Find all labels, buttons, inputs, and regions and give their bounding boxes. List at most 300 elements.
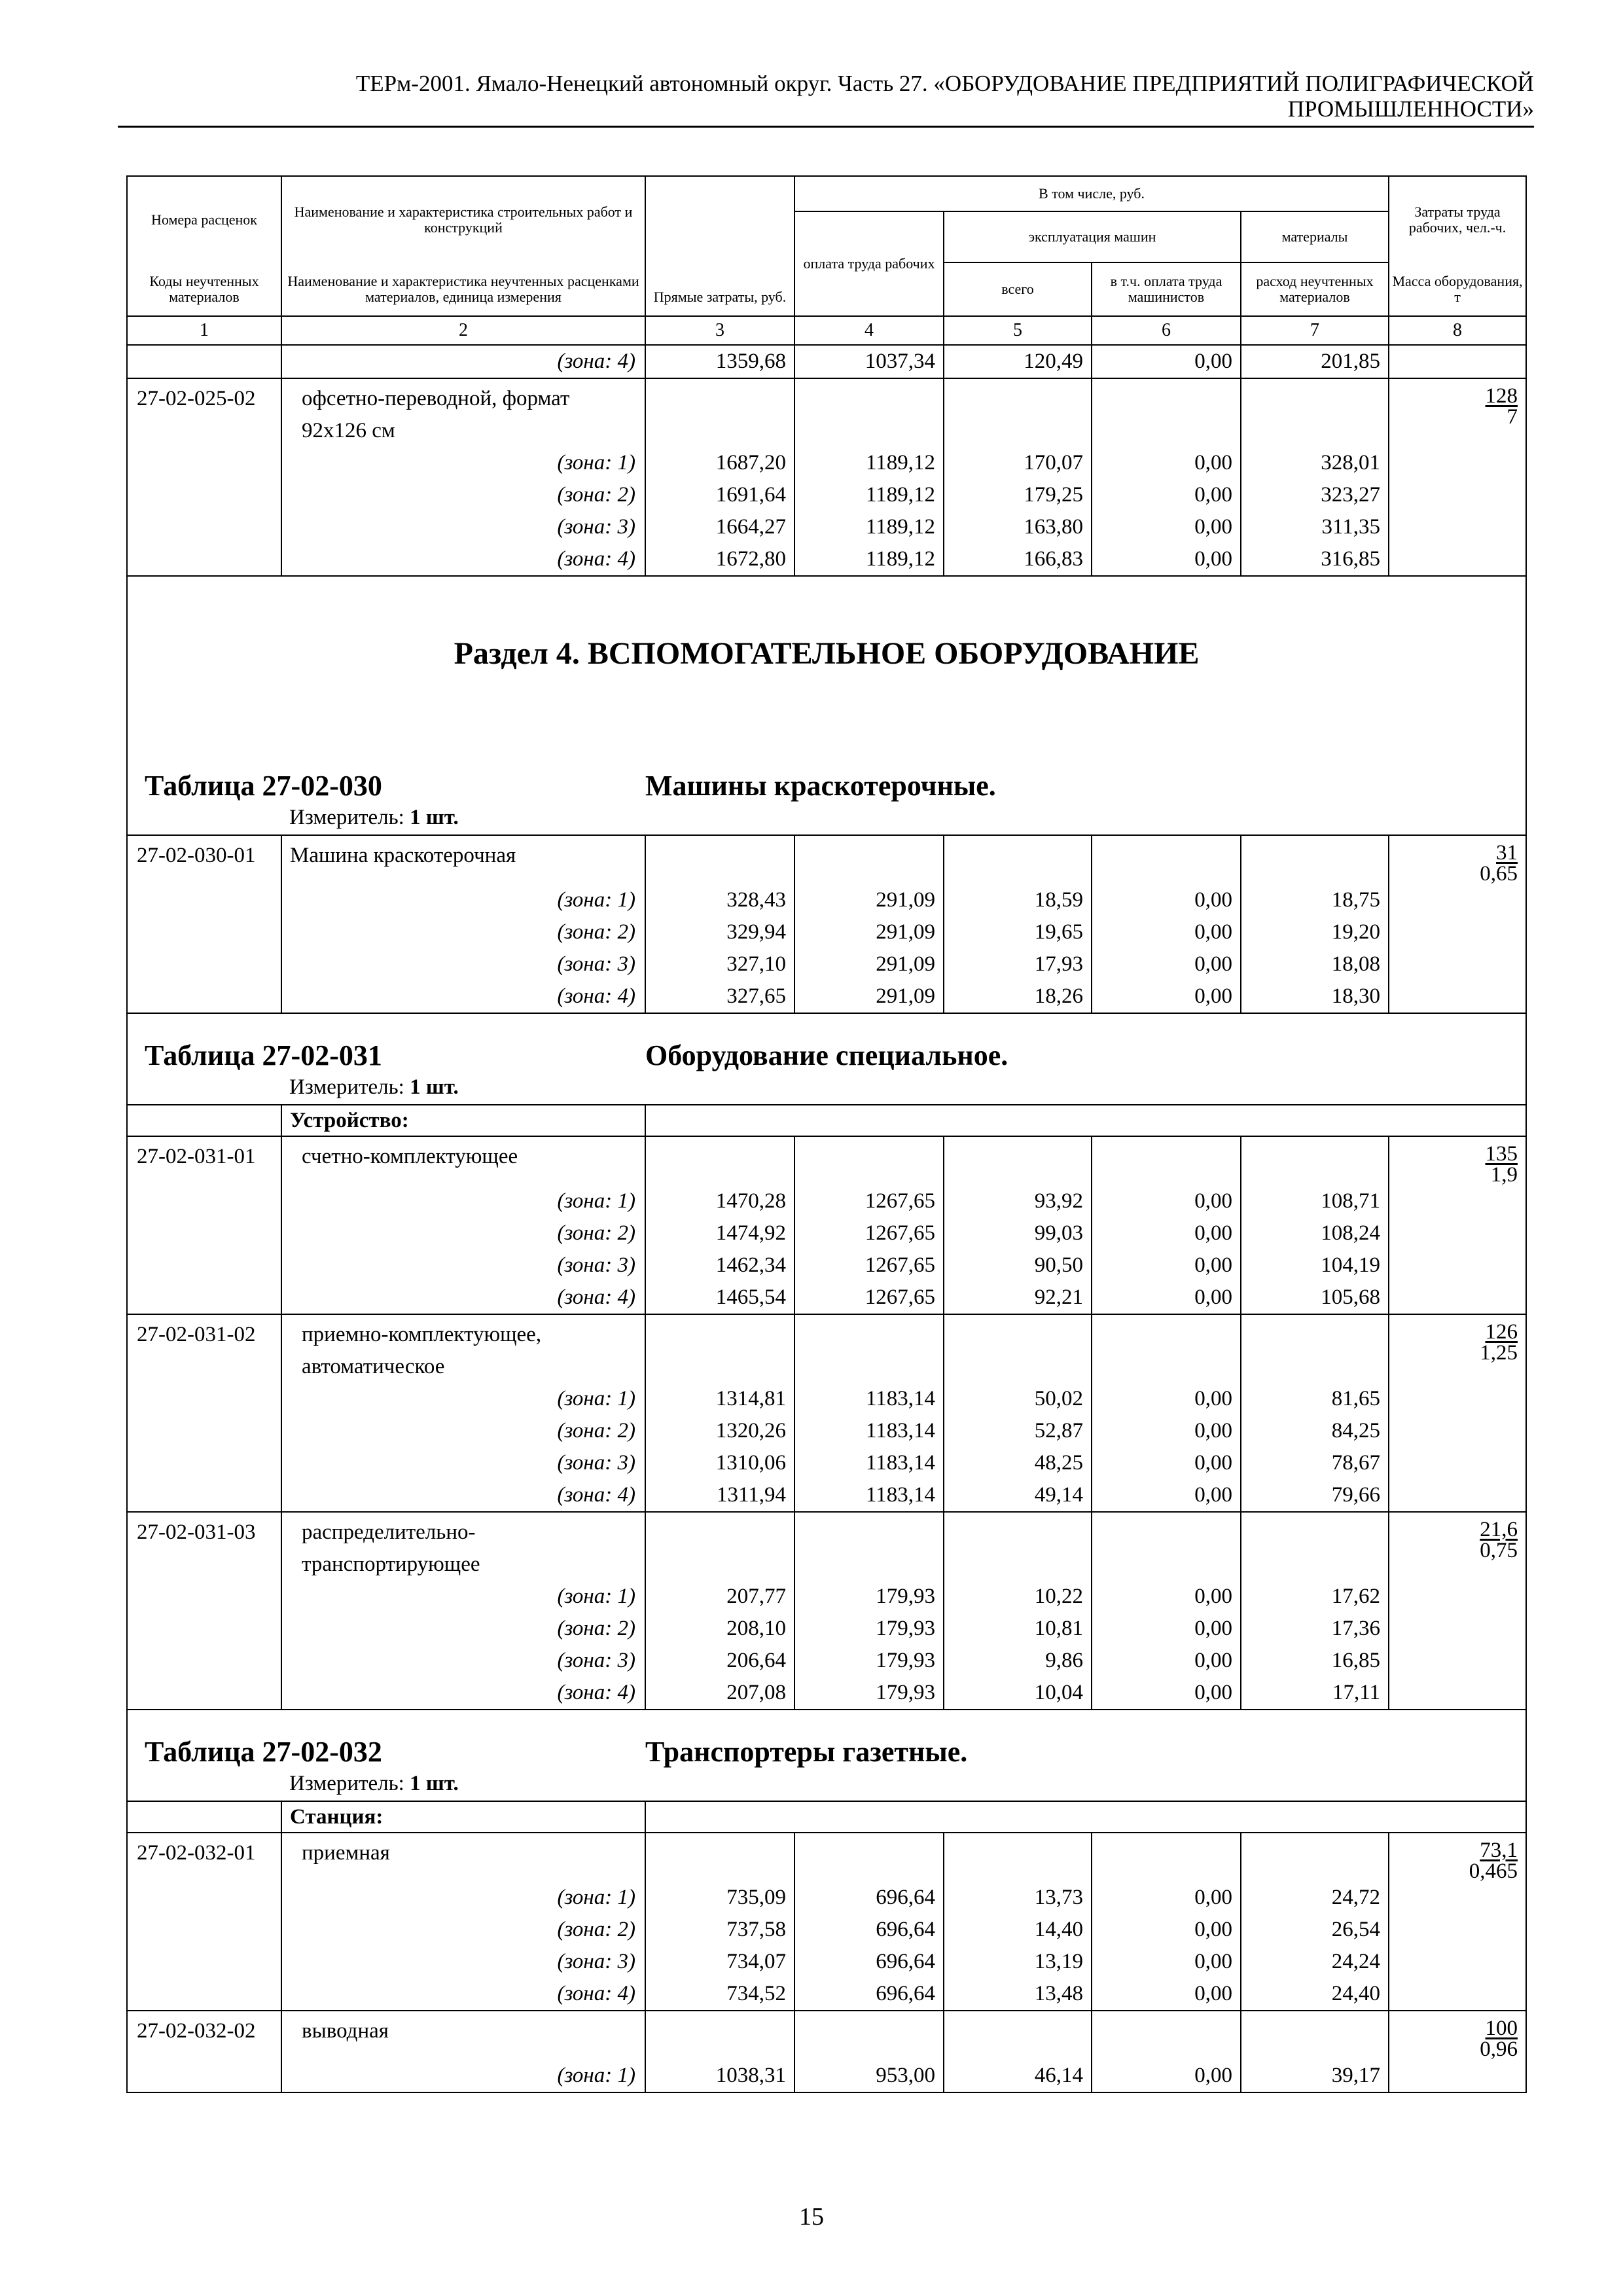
materials-header: материалы — [1241, 211, 1389, 262]
group-label: Устройство: — [281, 1105, 645, 1136]
value-cell: 18,75 — [1241, 884, 1389, 916]
value-cell: 1267,65 — [794, 1249, 944, 1282]
price-table — [126, 175, 1527, 2093]
value-cell: 9,86 — [944, 1645, 1092, 1677]
labor-hours: 73,1 — [1480, 1839, 1518, 1862]
header-rule — [118, 126, 1534, 128]
zone-label: (зона: 2) — [281, 1613, 645, 1645]
value-cell-empty — [794, 1136, 944, 1185]
value-cell: 18,26 — [944, 980, 1092, 1013]
mass-cell-empty — [1389, 447, 1526, 479]
section-row — [127, 576, 1526, 744]
value-cell: 17,11 — [1241, 1677, 1389, 1710]
code-cell-empty — [127, 1282, 281, 1314]
mass-cell-empty — [1389, 916, 1526, 948]
code-cell-empty — [127, 884, 281, 916]
mass-cell-empty — [1389, 1581, 1526, 1613]
zone-label: (зона: 2) — [281, 916, 645, 948]
value-cell: 179,93 — [794, 1613, 944, 1645]
value-cell: 13,19 — [944, 1946, 1092, 1978]
value-cell: 0,00 — [1092, 1249, 1241, 1282]
value-cell-empty — [645, 378, 794, 447]
labor-hours: 126 — [1485, 1320, 1518, 1344]
table-title: Транспортеры газетные. — [645, 1710, 1526, 1770]
mass-cell-empty — [1389, 948, 1526, 980]
value-cell: 50,02 — [944, 1383, 1092, 1415]
value-cell: 17,62 — [1241, 1581, 1389, 1613]
value-cell: 291,09 — [794, 948, 944, 980]
measure-spacer — [127, 1074, 281, 1105]
zone-row — [127, 479, 1526, 511]
value-cell: 1687,20 — [645, 447, 794, 479]
mass-cell-empty — [1389, 1249, 1526, 1282]
measure-value: 1 шт. — [410, 1772, 459, 1795]
group-label: Станция: — [281, 1801, 645, 1833]
item-name: офсетно-переводной, формат 92х126 см — [281, 378, 645, 447]
zone-label: (зона: 1) — [281, 1581, 645, 1613]
value-cell-empty — [1092, 835, 1241, 884]
value-cell-empty — [1241, 378, 1389, 447]
measure-cell — [281, 1770, 1526, 1801]
value-cell: 291,09 — [794, 980, 944, 1013]
value-cell: 13,73 — [944, 1882, 1092, 1914]
zone-label: (зона: 1) — [281, 1882, 645, 1914]
group-code-empty — [127, 1105, 281, 1136]
value-cell: 179,93 — [794, 1677, 944, 1710]
table-label: Таблица 27-02-031 — [145, 1039, 382, 1071]
running-header-line-1: ТЕРм-2001. Ямало-Ненецкий автономный округ. Часть 27. «ОБОРУДОВАНИЕ ПРЕДПРИЯТИЙ ПОЛИГРАФИЧЕСКОЙ — [355, 71, 1534, 96]
value-cell: 0,00 — [1092, 1383, 1241, 1415]
group-rest-empty — [645, 1801, 1526, 1833]
mass-cell-empty — [1389, 1185, 1526, 1217]
value-cell-empty — [794, 2011, 944, 2060]
value-cell: 323,27 — [1241, 479, 1389, 511]
running-header-line-2: ПРОМЫШЛЕННОСТИ» — [1287, 96, 1534, 122]
zone-row — [127, 543, 1526, 576]
zone-row — [127, 948, 1526, 980]
value-cell: 0,00 — [1092, 1447, 1241, 1479]
value-cell: 1267,65 — [794, 1217, 944, 1249]
value-cell: 0,00 — [1092, 1613, 1241, 1645]
col-6-header: в т.ч. оплата труда машинистов — [1092, 262, 1241, 316]
zone-label: (зона: 1) — [281, 884, 645, 916]
value-cell: 1183,14 — [794, 1415, 944, 1447]
value-cell-empty — [944, 1314, 1092, 1383]
zone-row — [127, 916, 1526, 948]
measure-row — [127, 804, 1526, 835]
value-cell: 17,93 — [944, 948, 1092, 980]
code-cell-empty — [127, 1581, 281, 1613]
value-cell: 24,24 — [1241, 1946, 1389, 1978]
value-cell: 0,00 — [1092, 511, 1241, 543]
value-cell: 48,25 — [944, 1447, 1092, 1479]
value-cell-empty — [645, 835, 794, 884]
table-label-cell — [127, 1710, 645, 1770]
mass-cell-empty — [1389, 1978, 1526, 2011]
value-cell: 0,00 — [1092, 479, 1241, 511]
value-cell: 19,65 — [944, 916, 1092, 948]
mass-cell-empty — [1389, 543, 1526, 576]
mass-cell-empty — [1389, 1282, 1526, 1314]
value-cell: 0,00 — [1092, 948, 1241, 980]
zone-label: (зона: 1) — [281, 2060, 645, 2092]
value-cell-empty — [1241, 835, 1389, 884]
zone-row — [127, 511, 1526, 543]
value-cell: 1189,12 — [794, 447, 944, 479]
zone-row — [127, 1645, 1526, 1677]
value-cell: 17,36 — [1241, 1613, 1389, 1645]
value-cell: 208,10 — [645, 1613, 794, 1645]
zone-row — [127, 447, 1526, 479]
labor-mass-fraction — [1389, 1833, 1526, 1882]
value-cell: 79,66 — [1241, 1479, 1389, 1512]
value-cell: 13,48 — [944, 1978, 1092, 2011]
labor-mass-fraction — [1389, 1512, 1526, 1581]
value-cell-empty — [1092, 2011, 1241, 2060]
value-cell-empty — [944, 1136, 1092, 1185]
item-row — [127, 2011, 1526, 2060]
zone-row — [127, 1479, 1526, 1512]
col-8-top-header: Затраты труда рабочих, чел.-ч. — [1389, 176, 1526, 262]
labor-mass-fraction — [1389, 1136, 1526, 1185]
value-cell-empty — [1241, 1512, 1389, 1581]
value-cell: 0,00 — [1092, 1415, 1241, 1447]
value-cell-empty — [794, 835, 944, 884]
value-cell: 179,25 — [944, 479, 1092, 511]
value-cell: 311,35 — [1241, 511, 1389, 543]
code-cell-empty — [127, 980, 281, 1013]
value-cell: 18,30 — [1241, 980, 1389, 1013]
value-cell-empty — [645, 2011, 794, 2060]
group-header: В том числе, руб. — [794, 176, 1389, 211]
value-cell: 1267,65 — [794, 1185, 944, 1217]
code-cell-empty — [127, 1946, 281, 1978]
value-cell: 93,92 — [944, 1185, 1092, 1217]
labor-mass-fraction — [1389, 378, 1526, 447]
measure-spacer — [127, 1770, 281, 1801]
col-2-top-header: Наименование и характеристика строительных работ и конструкций — [281, 176, 645, 262]
table-title-row — [127, 1710, 1526, 1770]
rate-code: 27-02-032-02 — [127, 2011, 281, 2060]
column-numbers-row — [127, 316, 1526, 345]
col-1-bottom-header: Коды неучтенных материалов — [127, 262, 281, 316]
value-cell: 327,65 — [645, 980, 794, 1013]
zone-row — [127, 1447, 1526, 1479]
code-cell-empty — [127, 1415, 281, 1447]
zone-label: (зона: 4) — [281, 980, 645, 1013]
mass-cell-empty — [1389, 511, 1526, 543]
value-cell-empty — [1092, 1314, 1241, 1383]
zone-row — [127, 1882, 1526, 1914]
rate-code: 27-02-031-01 — [127, 1136, 281, 1185]
col-8-bottom-header: Масса оборудования, т — [1389, 262, 1526, 316]
value-cell-empty — [1092, 378, 1241, 447]
value-cell: 10,22 — [944, 1581, 1092, 1613]
zone-row — [127, 1978, 1526, 2011]
item-row — [127, 1833, 1526, 1882]
value-cell: 46,14 — [944, 2060, 1092, 2092]
column-number: 7 — [1241, 316, 1389, 345]
labor-hours: 135 — [1485, 1142, 1518, 1166]
value-cell: 1474,92 — [645, 1217, 794, 1249]
zone-label: (зона: 3) — [281, 1645, 645, 1677]
zone-label: (зона: 3) — [281, 1447, 645, 1479]
column-number: 5 — [944, 316, 1092, 345]
value-cell: 0,00 — [1092, 1882, 1241, 1914]
value-cell: 163,80 — [944, 511, 1092, 543]
group-row — [127, 1801, 1526, 1833]
code-cell-empty — [127, 1479, 281, 1512]
mass-cell-empty — [1389, 1645, 1526, 1677]
mass-cell-empty — [1389, 1447, 1526, 1479]
measure-row — [127, 1074, 1526, 1105]
value-cell: 316,85 — [1241, 543, 1389, 576]
value-cell: 10,81 — [944, 1613, 1092, 1645]
code-cell-empty — [127, 948, 281, 980]
value-cell: 734,52 — [645, 1978, 794, 2011]
value-cell: 14,40 — [944, 1914, 1092, 1946]
labor-mass-fraction — [1389, 2011, 1526, 2060]
measure-label: Измеритель: — [289, 1772, 404, 1795]
value-cell: 108,71 — [1241, 1185, 1389, 1217]
table-label-cell — [127, 744, 645, 804]
value-cell: 329,94 — [645, 916, 794, 948]
value-cell: 10,04 — [944, 1677, 1092, 1710]
code-cell-empty — [127, 916, 281, 948]
item-name: выводная — [281, 2011, 645, 2060]
value-cell: 1189,12 — [794, 479, 944, 511]
machines-header: эксплуатация машин — [944, 211, 1241, 262]
zone-label: (зона: 4) — [281, 345, 645, 378]
value-cell: 735,09 — [645, 1882, 794, 1914]
value-cell: 0,00 — [1092, 1185, 1241, 1217]
value-cell: 0,00 — [1092, 1978, 1241, 2011]
col-5-header: всего — [944, 262, 1092, 316]
value-cell: 207,77 — [645, 1581, 794, 1613]
value-cell: 328,43 — [645, 884, 794, 916]
value-cell: 0,00 — [1092, 447, 1241, 479]
value-cell: 49,14 — [944, 1479, 1092, 1512]
item-row — [127, 1314, 1526, 1383]
value-cell: 104,19 — [1241, 1249, 1389, 1282]
code-cell-empty — [127, 1645, 281, 1677]
column-number: 8 — [1389, 316, 1526, 345]
code-cell-empty — [127, 479, 281, 511]
item-name: Машина краскотерочная — [281, 835, 645, 884]
value-cell: 1267,65 — [794, 1282, 944, 1314]
column-number: 1 — [127, 316, 281, 345]
value-cell: 1465,54 — [645, 1282, 794, 1314]
value-cell-empty — [645, 1314, 794, 1383]
zone-row — [127, 980, 1526, 1013]
value-cell: 166,83 — [944, 543, 1092, 576]
group-code-empty — [127, 1801, 281, 1833]
zone-label: (зона: 4) — [281, 1978, 645, 2011]
value-cell: 1664,27 — [645, 511, 794, 543]
value-cell: 90,50 — [944, 1249, 1092, 1282]
zone-label: (зона: 2) — [281, 1217, 645, 1249]
value-cell: 737,58 — [645, 1914, 794, 1946]
table-label-cell — [127, 1013, 645, 1074]
zone-label: (зона: 1) — [281, 1185, 645, 1217]
value-cell-empty — [944, 378, 1092, 447]
value-cell: 1691,64 — [645, 479, 794, 511]
value-cell: 179,93 — [794, 1581, 944, 1613]
value-cell: 0,00 — [1092, 1581, 1241, 1613]
column-number: 2 — [281, 316, 645, 345]
value-cell-empty — [794, 1512, 944, 1581]
value-cell-empty — [1241, 1314, 1389, 1383]
zone-label: (зона: 2) — [281, 479, 645, 511]
table-title: Оборудование специальное. — [645, 1013, 1526, 1074]
zone-label: (зона: 4) — [281, 1677, 645, 1710]
zone-label: (зона: 4) — [281, 543, 645, 576]
measure-label: Измеритель: — [289, 1075, 404, 1099]
code-cell-empty — [127, 1978, 281, 2011]
value-cell: 18,59 — [944, 884, 1092, 916]
value-cell: 120,49 — [944, 345, 1092, 378]
value-cell-empty — [1241, 1833, 1389, 1882]
value-cell: 201,85 — [1241, 345, 1389, 378]
value-cell: 0,00 — [1092, 345, 1241, 378]
column-number: 6 — [1092, 316, 1241, 345]
item-row — [127, 1512, 1526, 1581]
rate-code: 27-02-032-01 — [127, 1833, 281, 1882]
zone-row — [127, 884, 1526, 916]
zone-row — [127, 345, 1526, 378]
value-cell: 18,08 — [1241, 948, 1389, 980]
value-cell-empty — [1092, 1512, 1241, 1581]
value-cell: 696,64 — [794, 1946, 944, 1978]
value-cell: 81,65 — [1241, 1383, 1389, 1415]
rate-code: 27-02-031-03 — [127, 1512, 281, 1581]
labor-hours: 21,6 — [1480, 1518, 1518, 1541]
value-cell: 24,40 — [1241, 1978, 1389, 2011]
value-cell: 696,64 — [794, 1978, 944, 2011]
code-cell-empty — [127, 1249, 281, 1282]
equipment-mass: 0,96 — [1480, 2037, 1518, 2061]
col-4-header: оплата труда рабочих — [794, 211, 944, 316]
zone-label: (зона: 3) — [281, 511, 645, 543]
value-cell-empty — [944, 1512, 1092, 1581]
zone-label: (зона: 1) — [281, 447, 645, 479]
mass-cell-empty — [1389, 1415, 1526, 1447]
value-cell-empty — [794, 1314, 944, 1383]
code-cell-empty — [127, 447, 281, 479]
value-cell: 1359,68 — [645, 345, 794, 378]
mass-cell-empty — [1389, 1217, 1526, 1249]
table-title-row — [127, 744, 1526, 804]
value-cell: 1183,14 — [794, 1383, 944, 1415]
col-7-header: расход неучтенных материалов — [1241, 262, 1389, 316]
code-cell-empty — [127, 543, 281, 576]
value-cell: 179,93 — [794, 1645, 944, 1677]
value-cell: 0,00 — [1092, 1677, 1241, 1710]
zone-label: (зона: 4) — [281, 1479, 645, 1512]
value-cell: 0,00 — [1092, 1217, 1241, 1249]
mass-cell-empty — [1389, 1914, 1526, 1946]
value-cell: 0,00 — [1092, 1282, 1241, 1314]
equipment-mass: 7 — [1507, 405, 1518, 429]
code-cell-empty — [127, 1914, 281, 1946]
value-cell: 291,09 — [794, 916, 944, 948]
equipment-mass: 0,65 — [1480, 862, 1518, 886]
col-1-top-header: Номера расценок — [127, 176, 281, 262]
mass-cell-empty — [1389, 1677, 1526, 1710]
value-cell: 1311,94 — [645, 1479, 794, 1512]
value-cell-empty — [944, 835, 1092, 884]
group-rest-empty — [645, 1105, 1526, 1136]
mass-cell-empty — [1389, 2060, 1526, 2092]
zone-row — [127, 1249, 1526, 1282]
value-cell-empty — [944, 1833, 1092, 1882]
value-cell-empty — [1241, 1136, 1389, 1185]
table-label: Таблица 27-02-032 — [145, 1736, 382, 1768]
col-2-bottom-header: Наименование и характеристика неучтенных расценками материалов, единица измерения — [281, 262, 645, 316]
zone-row — [127, 1383, 1526, 1415]
value-cell: 0,00 — [1092, 543, 1241, 576]
value-cell: 108,24 — [1241, 1217, 1389, 1249]
code-cell-empty — [127, 1447, 281, 1479]
value-cell: 207,08 — [645, 1677, 794, 1710]
value-cell: 0,00 — [1092, 980, 1241, 1013]
rate-code: 27-02-025-02 — [127, 378, 281, 447]
zone-label: (зона: 1) — [281, 1383, 645, 1415]
labor-mass-fraction — [1389, 1314, 1526, 1383]
value-cell: 206,64 — [645, 1645, 794, 1677]
value-cell-empty — [794, 1833, 944, 1882]
zone-row — [127, 2060, 1526, 2092]
mass-cell-empty — [1389, 884, 1526, 916]
value-cell: 696,64 — [794, 1914, 944, 1946]
item-name: приемно-комплектующее, автоматическое — [281, 1314, 645, 1383]
value-cell: 26,54 — [1241, 1914, 1389, 1946]
value-cell-empty — [645, 1833, 794, 1882]
zone-label: (зона: 3) — [281, 948, 645, 980]
page-number: 15 — [799, 2203, 824, 2231]
column-number: 3 — [645, 316, 794, 345]
value-cell: 1672,80 — [645, 543, 794, 576]
value-cell: 1038,31 — [645, 2060, 794, 2092]
mass-cell-empty — [1389, 1613, 1526, 1645]
zone-label: (зона: 2) — [281, 1415, 645, 1447]
code-cell-empty — [127, 1383, 281, 1415]
measure-row — [127, 1770, 1526, 1801]
zone-row — [127, 1415, 1526, 1447]
value-cell-empty — [1092, 1833, 1241, 1882]
value-cell: 734,07 — [645, 1946, 794, 1978]
zone-label: (зона: 3) — [281, 1946, 645, 1978]
item-row — [127, 1136, 1526, 1185]
code-cell-empty — [127, 1882, 281, 1914]
value-cell: 0,00 — [1092, 2060, 1241, 2092]
equipment-mass: 0,465 — [1469, 1859, 1518, 1883]
value-cell: 99,03 — [944, 1217, 1092, 1249]
value-cell: 39,17 — [1241, 2060, 1389, 2092]
value-cell: 327,10 — [645, 948, 794, 980]
mass-cell-empty — [1389, 345, 1526, 378]
value-cell-empty — [944, 2011, 1092, 2060]
section-heading: Раздел 4. ВСПОМОГАТЕЛЬНОЕ ОБОРУДОВАНИЕ — [127, 576, 1526, 744]
labor-hours: 31 — [1496, 841, 1518, 865]
value-cell: 16,85 — [1241, 1645, 1389, 1677]
zone-row — [127, 1581, 1526, 1613]
value-cell: 953,00 — [794, 2060, 944, 2092]
value-cell: 84,25 — [1241, 1415, 1389, 1447]
value-cell: 0,00 — [1092, 916, 1241, 948]
code-cell-empty — [127, 1185, 281, 1217]
item-name: счетно-комплектующее — [281, 1136, 645, 1185]
